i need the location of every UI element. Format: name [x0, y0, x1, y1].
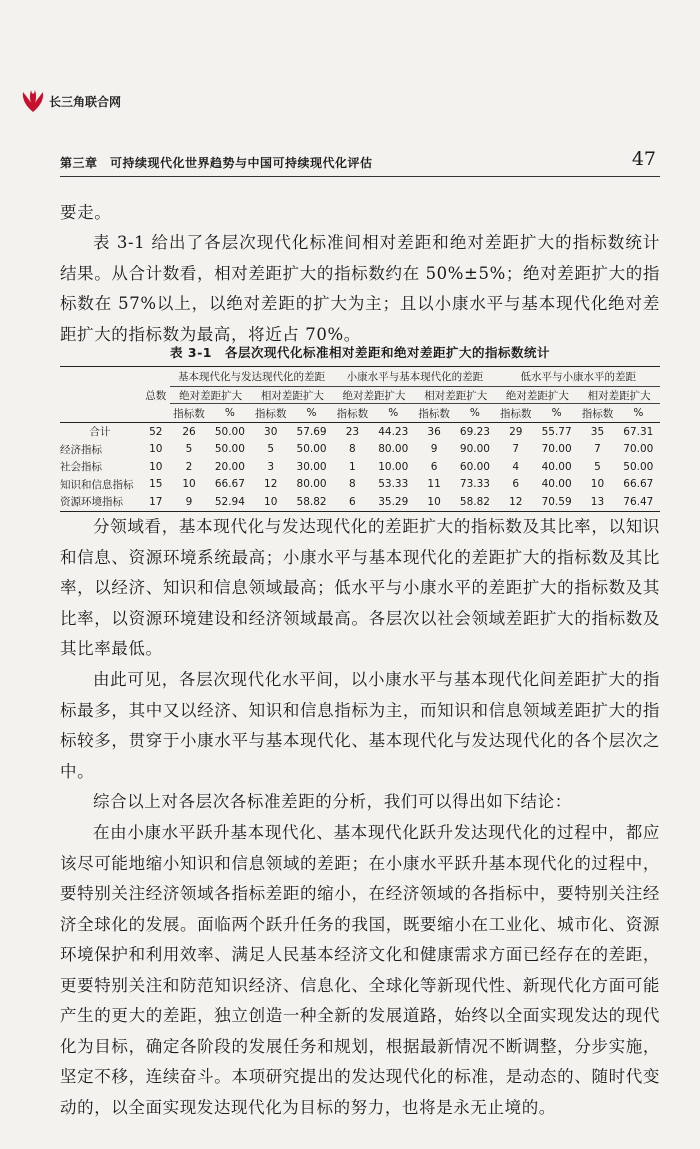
column-header: %: [453, 404, 496, 423]
table-row: [60, 476, 660, 494]
table-cell: 5: [267, 443, 275, 456]
column-header: 指标数: [415, 404, 453, 423]
table-cell: 2: [185, 460, 193, 473]
table-cell: 50.00: [296, 443, 327, 456]
subgroup-header: 相对差距扩大: [578, 387, 660, 404]
table-cell: 3: [267, 460, 275, 473]
column-header: 指标数: [252, 404, 290, 423]
page-number: 47: [631, 148, 656, 170]
table-cell: 5: [594, 460, 601, 473]
header-empty: [142, 367, 170, 387]
paragraph-2: 分领域看，基本现代化与发达现代化的差距扩大的指标数及其比率，以知识和信息、资源环境系统最高；小康水平与基本现代化的差距扩大的指标数及其比率，以经济、知识和信息领域最高；低水平与小康水平的差距扩大的指标数及其比率，以资源环境建设和经济领域最高。各层次以社会领域差距扩大的指标数及其比率最低。: [60, 517, 660, 658]
table-cell: 29: [509, 425, 523, 438]
table-cell: 80.00: [296, 478, 327, 491]
statistics-table: [60, 366, 660, 512]
table-cell: 53.33: [378, 478, 409, 491]
table-cell: 26: [182, 425, 196, 438]
table-cell: 10: [264, 495, 278, 508]
table-caption: 表 3-1 各层次现代化标准相对差距和绝对差距扩大的指标数统计: [170, 345, 550, 360]
table-cell: 66.67: [214, 478, 245, 491]
logo-icon: [20, 88, 46, 114]
running-head: [60, 148, 660, 177]
table-cell: 17: [149, 495, 163, 508]
paragraph-1: 表 3-1 给出了各层次现代化标准间相对差距和绝对差距扩大的指标数统计结果。从合计数看，相对差距扩大的指标数约在 50%±5%；绝对差距扩大的指标数在 57%以上，以绝对差距的扩大为主；且以小康水平与基本现代化绝对差距扩大的指标数为最高，将近占 70%。: [60, 233, 660, 344]
paragraph-4: 综合以上对各层次各标准差距的分析，我们可以得出如下结论：: [93, 792, 572, 811]
table-cell: 76.47: [623, 495, 654, 508]
header-empty: [60, 387, 142, 404]
table-cell: 23: [345, 425, 360, 438]
table-cell: 15: [149, 478, 163, 491]
table-cell: 52.94: [214, 495, 245, 508]
table-cell: 90.00: [459, 443, 490, 456]
table-cell: 58.82: [296, 495, 327, 508]
group-header: 低水平与小康水平的差距: [497, 367, 660, 387]
chapter-title: 第三章 可持续现代化世界趋势与中国可持续现代化评估: [60, 156, 373, 170]
table-cell: 1: [349, 460, 356, 473]
subgroup-header: 绝对差距扩大: [333, 387, 415, 404]
row-label: 知识和信息指标: [60, 478, 134, 491]
table-cell: 6: [349, 495, 356, 508]
table-cell: 12: [264, 478, 278, 491]
group-header: 基本现代化与发达现代化的差距: [170, 367, 333, 387]
table-cell: 10: [182, 478, 196, 491]
table-cell: 67.31: [623, 425, 654, 438]
table-row: [60, 458, 660, 476]
table-cell: 40.00: [541, 460, 572, 473]
group-header: 小康水平与基本现代化的差距: [333, 367, 496, 387]
table-cell: 13: [590, 495, 605, 508]
table-cell: 60.00: [459, 460, 490, 473]
table-cell: 35.29: [378, 495, 409, 508]
column-header: 指标数: [497, 404, 535, 423]
table-cell: 70.59: [541, 495, 572, 508]
table-cell: 30: [264, 425, 278, 438]
column-header: 指标数: [170, 404, 208, 423]
table-body: [60, 423, 660, 512]
table-cell: 55.77: [541, 425, 572, 438]
table-cell: 69.23: [459, 425, 490, 438]
paragraph-3: 由此可见，各层次现代化水平间，以小康水平与基本现代化间差距扩大的指标最多，其中又以经济、知识和信息指标为主，而知识和信息领域差距扩大的指标较多，贯穿于小康水平与基本现代化、基本现代化与发达现代化的各个层次之中。: [60, 670, 660, 781]
table-cell: 10: [149, 460, 163, 473]
table-cell: 10: [427, 495, 441, 508]
total-header: 总数: [145, 389, 167, 402]
header-empty: [60, 404, 142, 423]
table-cell: 5: [185, 443, 193, 456]
table-cell: 9: [185, 495, 193, 508]
table-cell: 35: [590, 425, 605, 438]
table-cell: 40.00: [541, 478, 572, 491]
table-cell: 11: [427, 478, 441, 491]
table-cell: 80.00: [378, 443, 409, 456]
table-cell: 58.82: [459, 495, 490, 508]
column-header: %: [290, 404, 333, 423]
table-cell: 8: [349, 443, 356, 456]
subgroup-header: 相对差距扩大: [252, 387, 334, 404]
table-cell: 30.00: [296, 460, 327, 473]
table-cell: 9: [430, 443, 438, 456]
logo-text: 长三角联合网: [49, 94, 122, 109]
table-cell: 7: [512, 443, 520, 456]
column-header: 指标数: [578, 404, 616, 423]
subgroup-header: 绝对差距扩大: [170, 387, 252, 404]
table-cell: 10: [149, 443, 163, 456]
subgroup-header: 相对差距扩大: [415, 387, 497, 404]
table-cell: 7: [594, 443, 601, 456]
table-cell: 20.00: [214, 460, 245, 473]
table-cell: 10.00: [378, 460, 409, 473]
table-cell: 12: [509, 495, 523, 508]
column-header: 指标数: [333, 404, 371, 423]
row-label: 经济指标: [60, 443, 102, 456]
header-empty: [142, 404, 170, 423]
table-cell: 6: [430, 460, 438, 473]
paragraph-0: 要走。: [60, 203, 112, 222]
table-cell: 50.00: [214, 425, 245, 438]
table-cell: 57.69: [296, 425, 327, 438]
table-cell: 36: [427, 425, 441, 438]
table-cell: 4: [512, 460, 520, 473]
table-cell: 70.00: [541, 443, 572, 456]
table-row: [60, 423, 660, 441]
table-cell: 8: [349, 478, 356, 491]
table-container: [60, 366, 660, 512]
table-cell: 70.00: [623, 443, 654, 456]
table-cell: 44.23: [378, 425, 409, 438]
row-label: 社会指标: [60, 461, 102, 474]
table-cell: 50.00: [623, 460, 654, 473]
table-cell: 6: [512, 478, 520, 491]
table-cell: 52: [149, 425, 163, 438]
paragraph-5: 在由小康水平跃升基本现代化、基本现代化跃升发达现代化的过程中，都应该尽可能地缩小知识和信息领域的差距；在小康水平跃升基本现代化的过程中，要特别关注经济领域各指标差距的缩小，在经济领域的各指标中，要特别关注经济全球化的发展。面临两个跃升任务的我国，既要缩小在工业化、城市化、资源环境保护和利用效率、满足人民基本经济文化和健康需求方面已经存在的差距，更要特别关注和防范知识经济、信息化、全球化等新现代性、新现代化方面可能产生的更大的差距，独立创造一种全新的发展道路，始终以全面实现发达的现代化为目标，确定各阶段的发展任务和规划，根据最新情况不断调整，分步实施，坚定不移，连续奋斗。本项研究提出的发达现代化的标准，是动态的、随时代变动的，以全面实现发达现代化为目标的努力，也将是永无止境的。: [60, 823, 660, 1117]
table-cell: 73.33: [459, 478, 490, 491]
header-empty: [60, 367, 142, 387]
row-label: 资源环境指标: [60, 496, 123, 509]
table-cell: 50.00: [214, 443, 245, 456]
column-header: %: [535, 404, 578, 423]
subgroup-header: 绝对差距扩大: [497, 387, 579, 404]
table-row: [60, 493, 660, 511]
column-header: %: [372, 404, 415, 423]
column-header: %: [617, 404, 660, 423]
table-cell: 10: [590, 478, 605, 491]
table-row: [60, 441, 660, 459]
column-header: %: [208, 404, 251, 423]
row-label: 合计: [89, 426, 111, 439]
table-cell: 66.67: [623, 478, 654, 491]
publisher-logo: [20, 88, 121, 114]
